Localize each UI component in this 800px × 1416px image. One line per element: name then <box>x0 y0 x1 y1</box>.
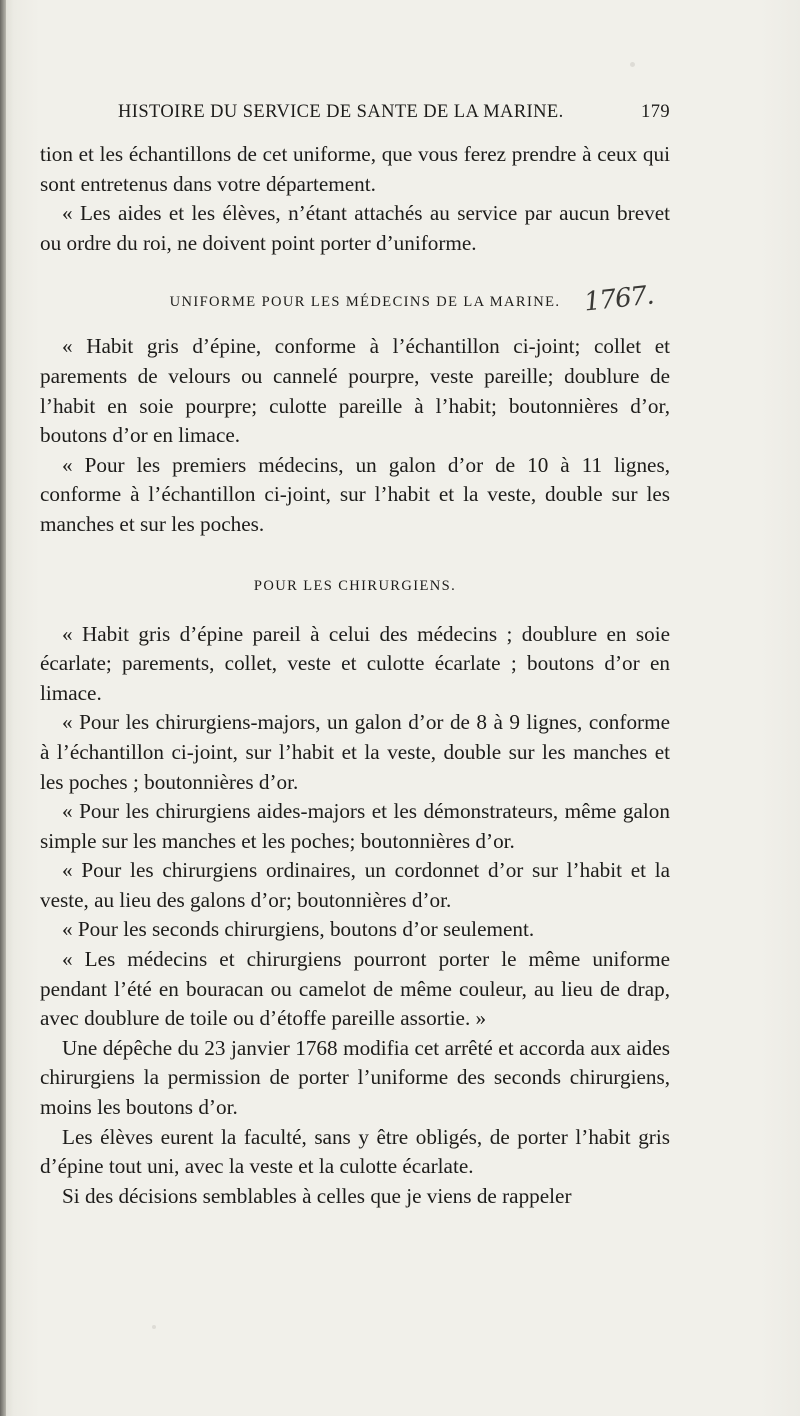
page-binding-edge <box>0 0 6 1416</box>
paper-spot <box>630 62 635 67</box>
paragraph: « Les aides et les élèves, n’étant attachés au service par aucun brevet ou ordre du roi, ne doivent point porter d’uniforme. <box>40 201 670 255</box>
paragraph: « Pour les seconds chirurgiens, boutons d’or seulement. <box>62 917 535 942</box>
page-number: 179 <box>641 102 670 122</box>
handwritten-annotation: 1767. <box>582 280 655 318</box>
paragraph: « Pour les premiers médecins, un galon d’or de 10 à 11 lignes, conforme à l’échantillon ci-joint, sur l’habit et la veste, double sur les manches et sur les poches. <box>40 452 670 536</box>
paragraph: « Les médecins et chirurgiens pourront porter le même uniforme pendant l’été en bouracan ou camelot de même couleur, au lieu de drap, avec doublure de toile ou d’étoffe pareille assortie. » <box>40 947 670 1031</box>
paragraph: « Pour les chirurgiens ordinaires, un cordonnet d’or sur l’habit et la veste, au lieu des galons d’or; boutonnières d’or. <box>40 858 670 912</box>
page-header <box>118 102 670 128</box>
section-title-chirurgiens: POUR LES CHIRURGIENS. <box>253 577 457 594</box>
paragraph: « Pour les chirurgiens-majors, un galon d’or de 8 à 9 lignes, conforme à l’échantillon ci-joint, sur l’habit et la veste, double sur les manches et les poches ; boutonnières d’or. <box>40 710 670 794</box>
paragraph: « Habit gris d’épine pareil à celui des médecins ; doublure en soie écarlate; parements, collet, veste et culotte écarlate ; boutons d’or en limace. <box>40 621 670 705</box>
body-text <box>40 140 670 1211</box>
paragraph: « Habit gris d’épine, conforme à l’échantillon ci-joint; collet et parements de velours ou cannelé pourpre, veste pareille; doublure de l’habit en soie pourpre; culotte pareille à l’habit; boutonnières d’or, boutons d’or en limace. <box>40 334 670 448</box>
running-head: HISTOIRE DU SERVICE DE SANTE DE LA MARINE. <box>118 102 564 122</box>
paragraph: Les élèves eurent la faculté, sans y être obligés, de porter l’habit gris d’épine tout uni, avec la veste et la culotte écarlate. <box>40 1124 670 1179</box>
section-title-medecins: UNIFORME POUR LES MÉDECINS DE LA MARINE. <box>169 294 561 311</box>
paragraph: Une dépêche du 23 janvier 1768 modifia cet arrêté et accorda aux aides chirurgiens la permission de porter l’uniforme des seconds chirurgiens, moins les boutons d’or. <box>40 1035 670 1120</box>
paragraph: tion et les échantillons de cet uniforme, que vous ferez prendre à ceux qui sont entretenus dans votre département. <box>40 142 670 196</box>
paragraph: Si des décisions semblables à celles que je viens de rappeler <box>62 1183 572 1208</box>
paper-spot <box>152 1325 156 1329</box>
paragraph: « Pour les chirurgiens aides-majors et les démonstrateurs, même galon simple sur les manches et les poches; boutonnières d’or. <box>40 799 670 853</box>
